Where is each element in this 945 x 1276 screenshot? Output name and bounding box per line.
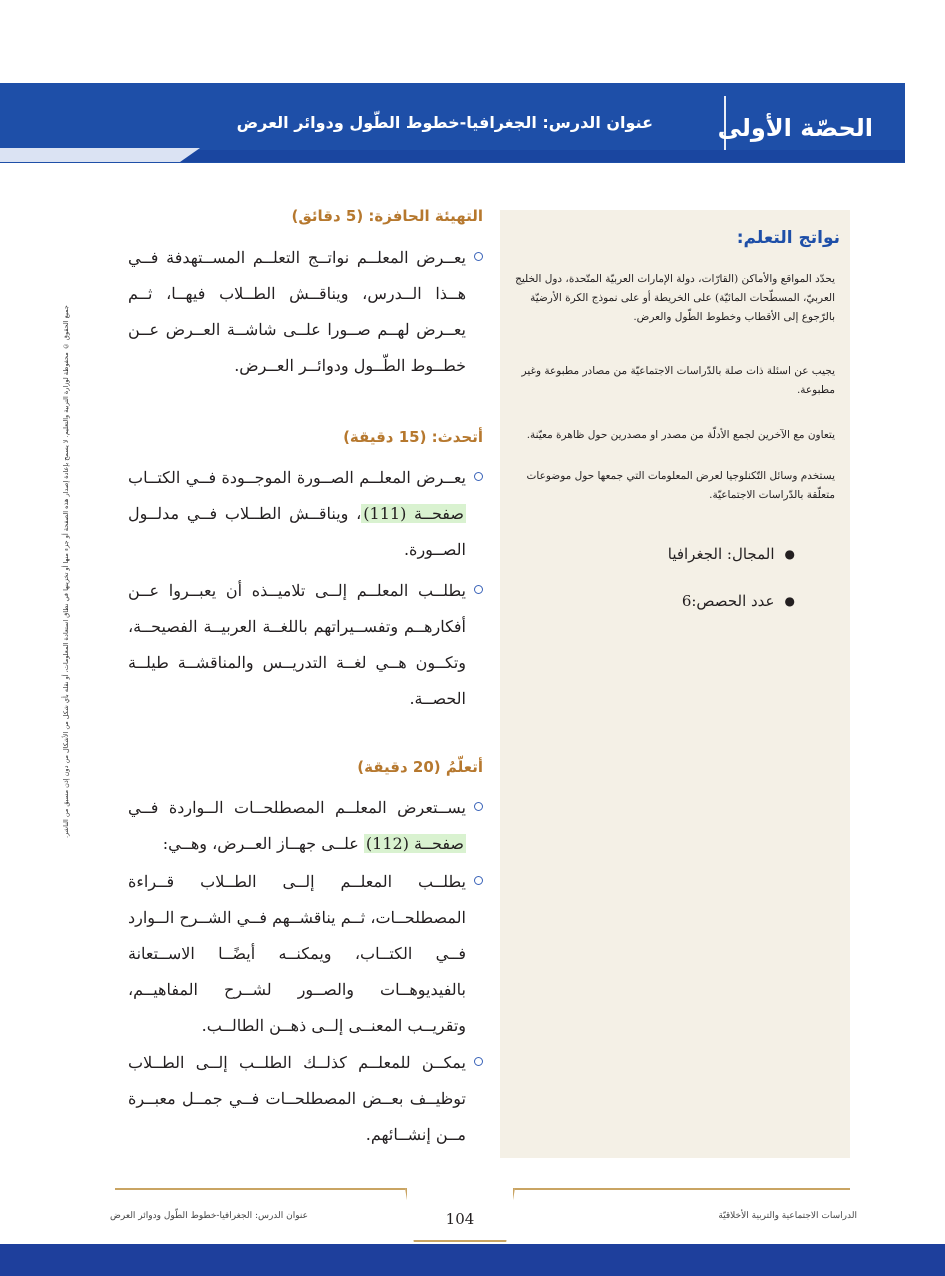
text-part: يعــرض المعلــم الصــورة الموجــودة فــي الكتــاب — [128, 468, 466, 487]
header-light-strip — [0, 148, 200, 162]
paragraph-text: يعــرض المعلــم نواتــج التعلــم المســتهدفة فــي هــذا الــدرس، ويناقــش الطــلاب فيهــا، ثــم يعــرض لهــم صــورا علــى شاشــة العــرض عــن خطــوط الطّــول ودوائــر العــرض. — [128, 248, 466, 375]
page-reference-highlight: صفحــة (111) — [363, 504, 464, 523]
outcomes-panel — [500, 210, 850, 1158]
lesson-meta-list — [545, 530, 795, 624]
lesson-title: عنوان الدرس: الجغرافيا-خطوط الطّول ودوائر العرض — [236, 113, 653, 132]
section-time: (20 دقيقة) — [357, 758, 441, 776]
page-reference-highlight: صفحــة (112) — [365, 834, 464, 853]
section-title-discuss — [343, 428, 483, 446]
circle-bullet-icon — [474, 876, 483, 885]
section-time: (15 دقيقة) — [343, 428, 427, 446]
outcome-item: يجيب عن اسئلة ذات صلة بالدّراسات الاجتماعيّة من مصادر مطبوعة وغير مطبوعة. — [521, 365, 835, 396]
paragraph-discuss-2 — [128, 573, 483, 717]
section-time: (5 دقائق) — [291, 207, 364, 225]
circle-bullet-icon — [474, 585, 483, 594]
outcome-item: يحدّد المواقع والأماكن (القارّات، دولة الإمارات العربيّة المتّحدة، دول الخليج العربيّ، المسطّحات المائيّة) على الخريطة أو على نموذج الكرة الأرضيّة بالرّجوع إلى الأقطاب وخطوط الطّول والعرض. — [515, 273, 835, 323]
paragraph-text — [128, 790, 466, 862]
outcomes-title: نواتج التعلم: — [736, 228, 840, 248]
section-title-text: التهيئة الحافزة: — [368, 207, 483, 225]
paragraph-learn-3 — [128, 1045, 483, 1153]
outcome-item: يستخدم وسائل التّكنلوجيا لعرض المعلومات التي جمعها حول موضوعات متعلّقة بالدّراسات الاجتماعيّة. — [526, 470, 835, 501]
domain-label: المجال: الجغرافيا — [667, 544, 775, 563]
bullet-dot-icon: ● — [784, 546, 795, 561]
paragraph-learn-1 — [128, 790, 483, 862]
footer-lesson-title: عنوان الدرس: الجغرافيا-خطوط الطّول ودوائر العرض — [110, 1211, 308, 1221]
paragraph-text: يطلــب المعلــم إلــى تلاميــذه أن يعبــروا عــن أفكارهــم وتفســيراتهم باللغــة العربيــة الفصيحــة، وتكــون هــي لغــة التدريــس والمناقشــة طيلــة الحصــة. — [128, 581, 466, 708]
section-title-text: أتعلّمُ — [445, 758, 483, 776]
text-part: ، ويناقــش الطــلاب فــي مدلــول الصــورة. — [128, 504, 466, 559]
section-title-warmup — [291, 207, 483, 225]
paragraph-discuss-1 — [128, 460, 483, 568]
circle-bullet-icon — [474, 472, 483, 481]
session-title: الحصّة الأولى — [717, 114, 873, 142]
circle-bullet-icon — [474, 252, 483, 261]
footer-book-title: الدراسات الاجتماعية والتربية الأخلاقيّة — [718, 1211, 857, 1221]
circle-bullet-icon — [474, 1057, 483, 1066]
paragraph-learn-2 — [128, 864, 483, 1044]
bottom-band — [0, 1244, 945, 1276]
sessions-count-label: عدد الحصص:6 — [681, 591, 775, 610]
paragraph-text: يمكــن للمعلــم كذلــك الطلــب إلــى الطــلاب توظيــف بعــض المصطلحــات فــي جمــل معبــرة مــن إنشــائهم. — [128, 1053, 466, 1144]
bullet-dot-icon: ● — [784, 593, 795, 608]
paragraph-text: يطلــب المعلــم إلــى الطــلاب قــراءة المصطلحــات، ثــم يناقشــهم فــي الشــرح الــوارد فــي الكتــاب، ويمكنــه أيضًــا الاســتعانة بالفيديوهــات والصــور لشــرح المفاهيــم، وتقريــب المعنــى إلــى ذهــن الطالــب. — [128, 872, 466, 1035]
text-part: يســتعرض المعلــم المصطلحــات الــواردة فــي — [128, 798, 466, 817]
circle-bullet-icon — [474, 802, 483, 811]
meta-domain — [545, 530, 795, 577]
meta-sessions — [545, 577, 795, 624]
outcome-item: يتعاون مع الآخرين لجمع الأدلّة من مصدر او مصدرين حول ظاهرة معيّنة. — [526, 429, 835, 441]
paragraph-text — [128, 460, 466, 568]
text-part: علــى جهــاز العــرض، وهــي: — [162, 834, 364, 853]
paragraph-warmup-1 — [128, 240, 483, 384]
copyright-note: جميع الحقوق © محفوظة لوزارة التربية والتعليم. لا يسمح بإعادة إصدار هذه الصفحة أو جزء منها أو تخزينها في نطاق استعادة المعلومات، أو نقله بأي شكل من الأشكال من دون إذن مسبق من الناشر. — [62, 305, 70, 838]
section-title-learn — [357, 758, 483, 776]
section-title-text: أتحدث: — [431, 428, 483, 446]
page-number: 104 — [445, 1210, 475, 1228]
